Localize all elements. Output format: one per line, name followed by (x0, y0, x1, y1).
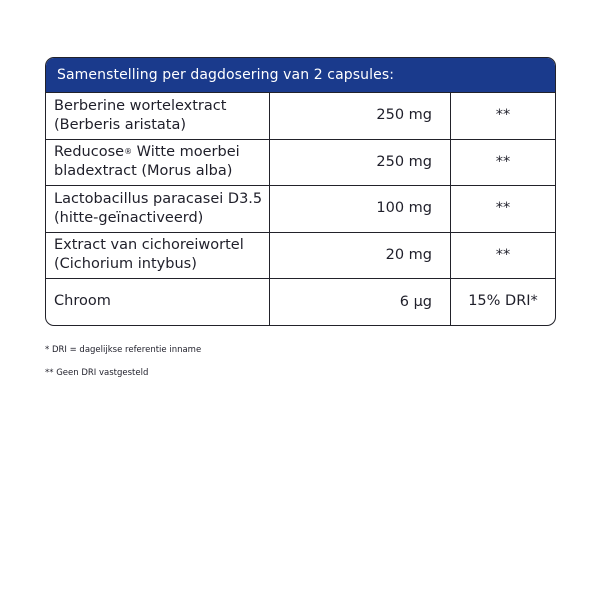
table-row (46, 139, 555, 186)
brand-name: Reducose (54, 144, 125, 161)
ingredient-dri: ** (495, 200, 511, 217)
ingredient-name-line2: (hitte-geïnactiveerd) (54, 209, 204, 226)
table-row (46, 185, 555, 232)
ingredient-dri: ** (495, 153, 511, 170)
ingredient-name-rest: Witte moerbei (132, 144, 240, 161)
footnote-dri: * DRI = dagelijkse referentie inname (45, 345, 202, 355)
ingredient-name-line1 (54, 143, 240, 162)
ingredient-amount: 250 mg (270, 140, 451, 186)
ingredient-name-line1: Lactobacillus paracasei D3.5 (54, 190, 263, 207)
table-row (46, 92, 555, 139)
ingredient-name-line2: bladextract (Morus alba) (54, 163, 233, 180)
footnote-no-dri: ** Geen DRI vastgesteld (45, 368, 149, 378)
table-row (46, 278, 555, 325)
ingredient-name-line1: Berberine wortelextract (54, 97, 227, 114)
ingredient-name-line2: (Berberis aristata) (54, 116, 186, 133)
ingredient-name (46, 186, 270, 232)
ingredient-name (46, 140, 270, 186)
ingredient-amount: 250 mg (270, 93, 451, 139)
table-header: Samenstelling per dagdosering van 2 capsules: (46, 58, 555, 92)
ingredient-name (46, 279, 270, 325)
ingredient-dri: 15% DRI* (468, 293, 538, 309)
ingredient-name-line1: Chroom (54, 293, 111, 310)
ingredient-name-line2: (Cichorium intybus) (54, 256, 197, 273)
ingredient-dri: ** (495, 246, 511, 263)
ingredient-amount: 20 mg (270, 233, 451, 279)
ingredient-dri: ** (495, 107, 511, 124)
registered-mark: ® (124, 147, 133, 157)
composition-table (45, 57, 556, 326)
table-row (46, 232, 555, 279)
ingredient-name (46, 233, 270, 279)
ingredient-name (46, 93, 270, 139)
ingredient-amount: 100 mg (270, 186, 451, 232)
ingredient-amount: 6 µg (270, 279, 451, 325)
ingredient-name-line1: Extract van cichoreiwortel (54, 237, 244, 254)
